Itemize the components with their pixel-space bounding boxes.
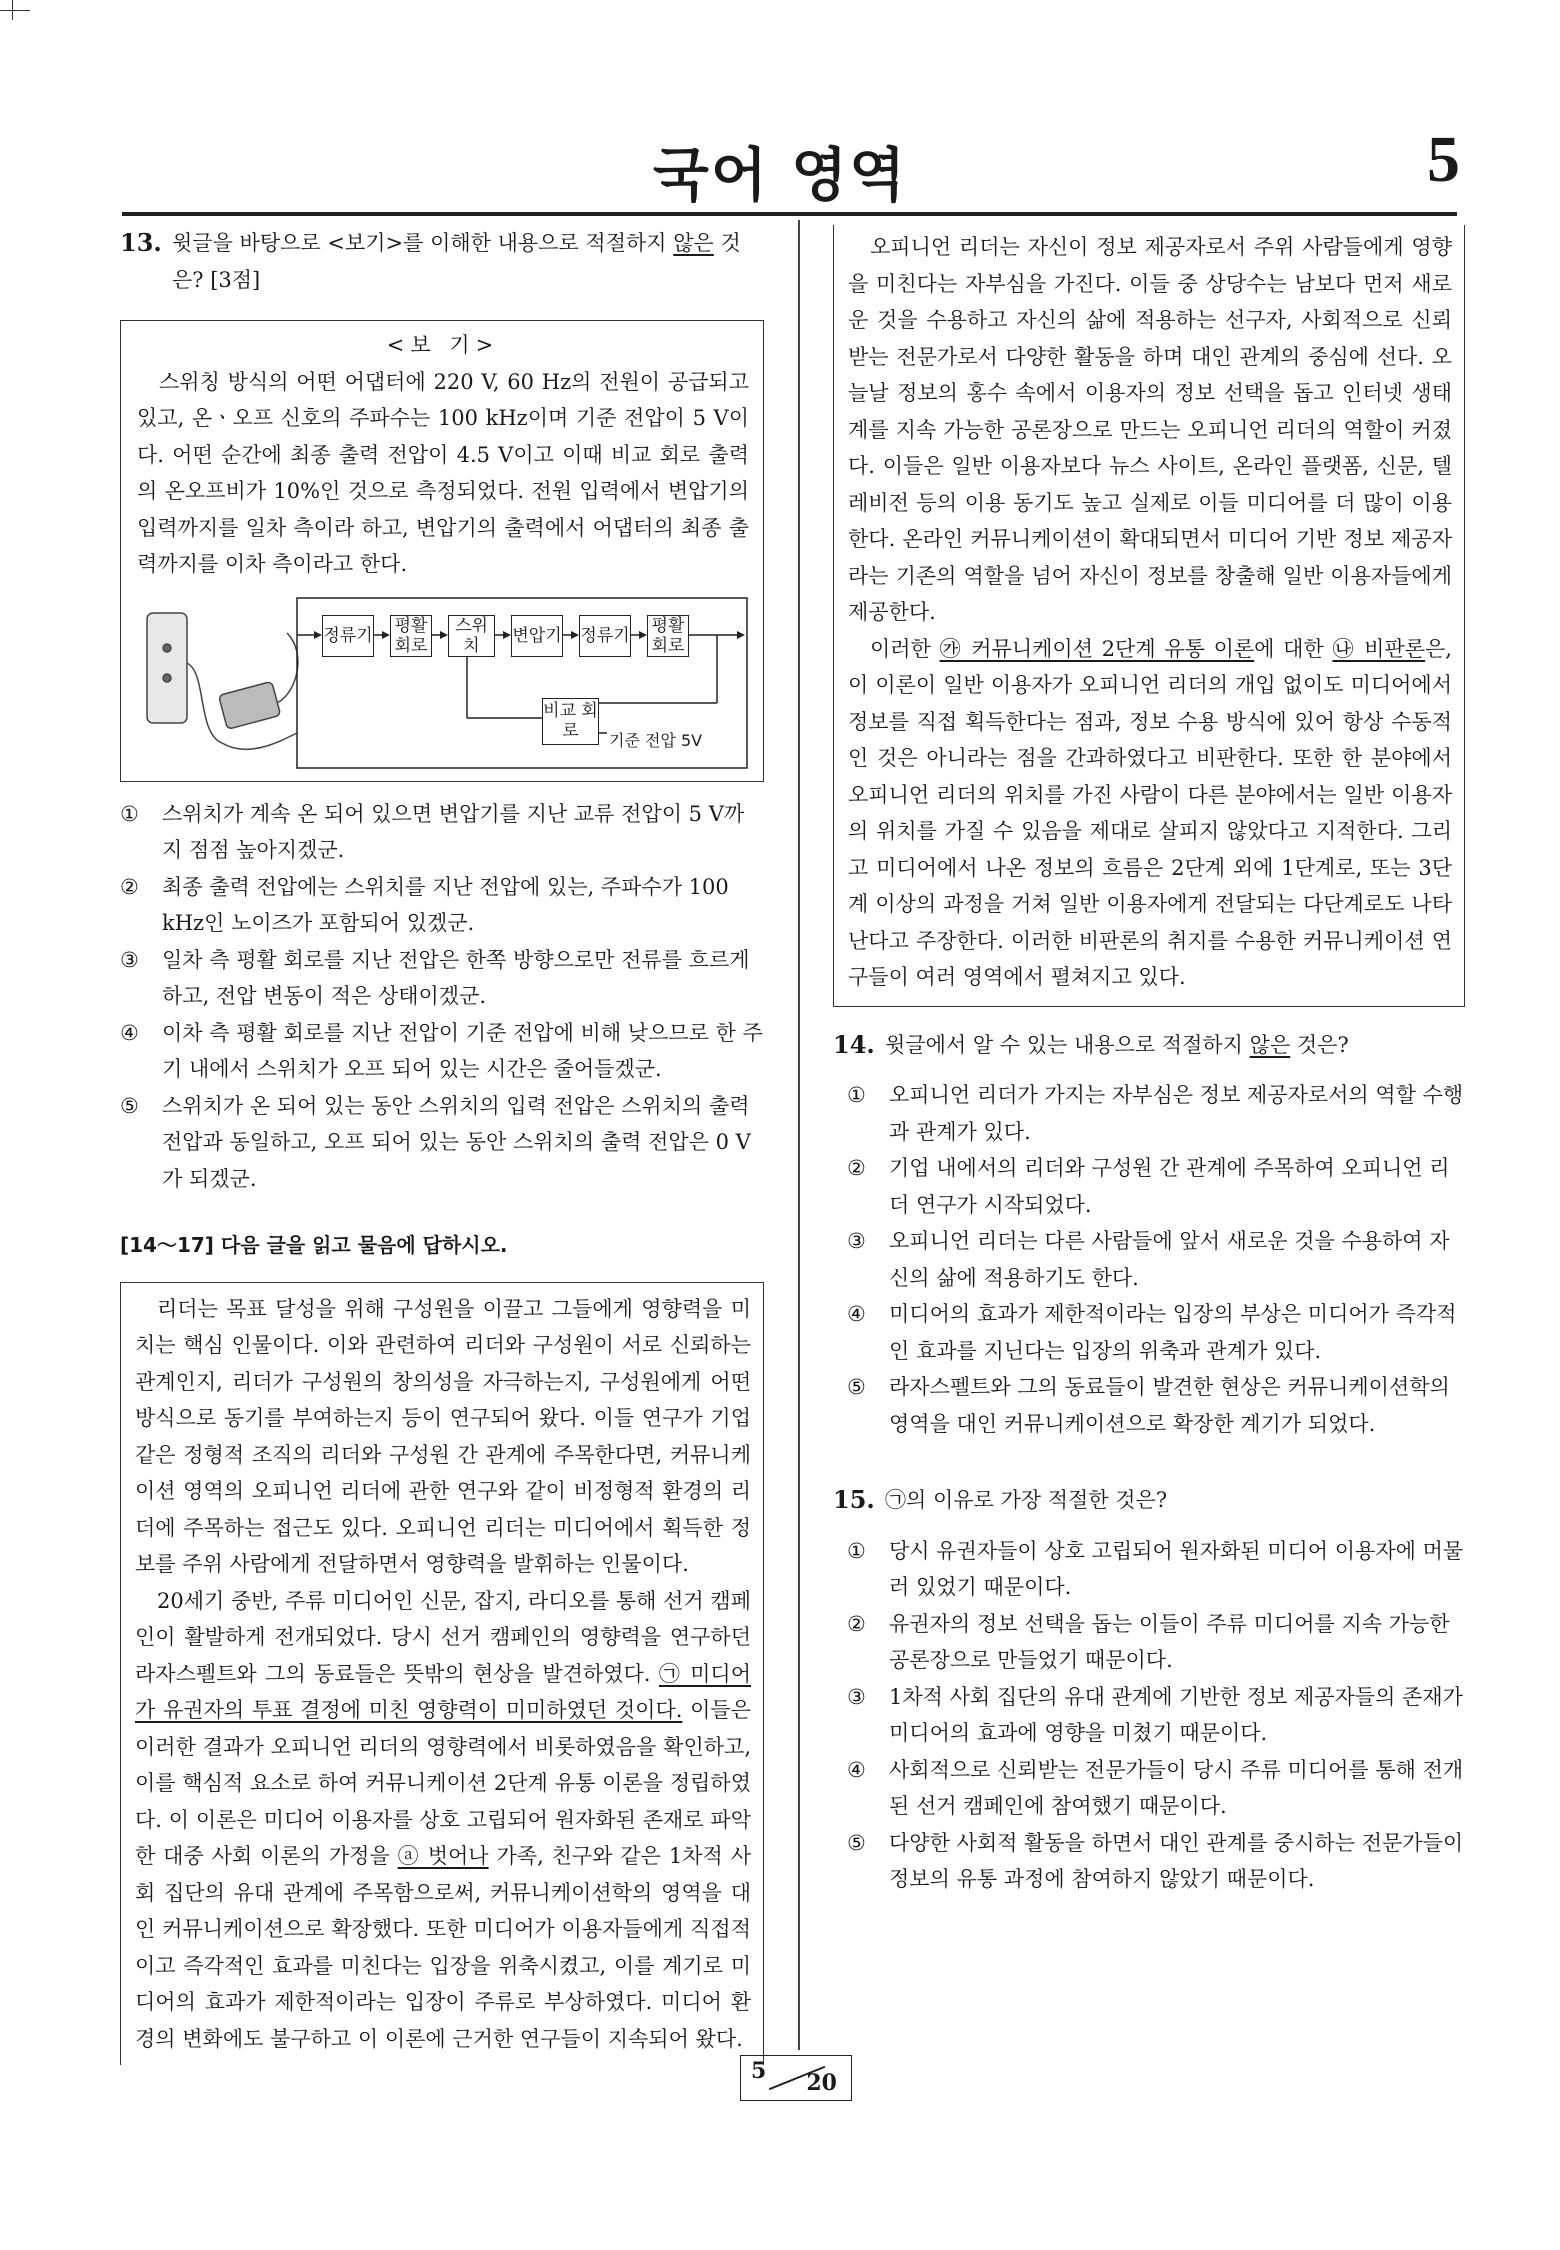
q14-choices — [833, 1077, 1465, 1442]
header-title: 국어 영역 — [652, 141, 908, 209]
block-smoothing-2: 평활 회로 — [647, 615, 689, 657]
q14-choice-4[interactable]: ④ 미디어의 효과가 제한적이라는 입장의 부상은 미디어가 즉각적인 효과를 지닌다는 입장의 위축과 관계가 있다. — [847, 1302, 1457, 1363]
passage-p4: 이러한 ㉮ 커뮤니케이션 2단계 유통 이론에 대한 ㉯ 비판론은, 이 이론이 일반 이용자가 오피니언 리더의 개입 없이도 미디어에서 정보를 직접 획득한다는 점과, 정보 수용 방식에 있어 항상 수동적인 것은 아니라는 점을 간과하였다고 비판한다. 또한 한 분야에서 오피니언 리더의 위치를 가진 사람이 다른 분야에서는 일반 이용자의 위치를 가질 수 있음을 제대로 살피지 않았다고 지적한다. 그리고 미디어에서 나온 정보의 흐름은 2단계 외에 1단계로, 또는 3단계 이상의 과정을 거쳐 일반 이용자에게 전달되는 다단계로도 나타난다고 주장한다. 이러한 비판론의 취지를 수용한 커뮤니케이션 연구들이 여러 영역에서 펼쳐지고 있다. — [848, 636, 1452, 989]
q13-number: 13. — [120, 228, 162, 257]
q13-prompt-text: 윗글을 바탕으로 <보기>를 이해한 내용으로 적절하지 않은 것은? [3점] — [172, 231, 741, 292]
q13-choices — [120, 796, 764, 1198]
q15-choice-4[interactable]: ④ 사회적으로 신뢰받는 전문가들이 당시 주류 미디어를 통해 전개된 선거 캠페인에 참여했기 때문이다. — [847, 1757, 1464, 1818]
page-header — [0, 0, 1560, 220]
passage-box-left — [120, 1282, 764, 2066]
q15-choices — [833, 1533, 1465, 1898]
left-column — [120, 225, 764, 2065]
block-smoothing-1: 평활 회로 — [390, 615, 432, 657]
block-transformer: 변압기 — [511, 615, 563, 657]
q15-choice-1[interactable]: ① 당시 유권자들이 상호 고립되어 원자화된 미디어 이용자에 머물러 있었기 때문이다. — [847, 1538, 1464, 1599]
block-rectifier-2: 정류기 — [579, 615, 631, 657]
q15-choice-2[interactable]: ② 유권자의 정보 선택을 돕는 이들이 주류 미디어를 지속 가능한 공론장으로 만들었기 때문이다. — [847, 1611, 1450, 1672]
q13-choice-4[interactable]: ④ 이차 측 평활 회로를 지난 전압이 기준 전압에 비해 낮으므로 한 주기 내에서 스위치가 오프 되어 있는 시간은 줄어들겠군. — [120, 1020, 763, 1081]
adapter-diagram — [137, 593, 749, 773]
passage-p1: 리더는 목표 달성을 위해 구성원을 이끌고 그들에게 영향력을 미치는 핵심 인물이다. 이와 관련하여 리더와 구성원이 서로 신뢰하는 관계인지, 리더가 구성원의 창의성을 자극하는지, 구성원에게 어떤 방식으로 동기를 부여하는지 등이 연구되어 왔다. 이들 연구가 기업 같은 정형적 조직의 리더와 구성원 간 관계에 주목한다면, 커뮤니케이션 영역의 오피니언 리더에 관한 연구와 같이 비정형적 환경의 리더에 주목하는 접근도 있다. 오피니언 리더는 미디어에서 획득한 정보를 주위 사람에게 전달하면서 영향력을 발휘하는 인물이다. — [135, 1296, 751, 1576]
bogi-text: 스위칭 방식의 어떤 어댑터에 220 V, 60 Hz의 전원이 공급되고 있고, 온ㆍ오프 신호의 주파수는 100 kHz이며 기준 전압이 5 V이다. 어떤 순간에 최종 출력 전압이 4.5 V이고 이때 비교 회로 출력의 온오프비가 10%인 것으로 측정되었다. 전원 입력에서 변압기의 입력까지를 일차 측이라 하고, 변압기의 출력에서 어댑터의 최종 출력까지를 이차 측이라고 한다. — [137, 369, 749, 576]
footer-total: 20 — [806, 2070, 837, 2096]
footer-page: 5 — [751, 2058, 767, 2084]
underline-a: ⓐ 벗어나 — [397, 1844, 489, 1868]
block-compare: 비교 회로 — [542, 698, 599, 745]
underline-ga: ㉮ 커뮤니케이션 2단계 유통 이론 — [939, 636, 1255, 661]
bogi-title: <보 기> — [386, 333, 500, 357]
q14-choice-5[interactable]: ⑤ 라자스펠트와 그의 동료들이 발견한 현상은 커뮤니케이션학의 영역을 대인 커뮤니케이션으로 확장한 계기가 되었다. — [847, 1375, 1450, 1436]
q15-choice-3[interactable]: ③ 1차적 사회 집단의 유대 관계에 기반한 정보 제공자들의 존재가 미디어의 효과에 영향을 미쳤기 때문이다. — [847, 1684, 1463, 1745]
column-divider — [798, 220, 800, 2050]
page-footer — [740, 2055, 852, 2101]
q13-choice-3[interactable]: ③ 일차 측 평활 회로를 지난 전압은 한쪽 방향으로만 전류를 흐르게 하고, 전압 변동이 적은 상태이겠군. — [120, 947, 750, 1008]
q14-choice-1[interactable]: ① 오피니언 리더가 가지는 자부심은 정보 제공자로서의 역할 수행과 관계가 있다. — [847, 1083, 1464, 1144]
page-number: 5 — [1427, 123, 1460, 196]
q13-choice-5[interactable]: ⑤ 스위치가 온 되어 있는 동안 스위치의 입력 전압은 스위치의 출력 전압과 동일하고, 오프 되어 있는 동안 스위치의 출력 전압은 0 V가 되겠군. — [120, 1093, 751, 1191]
q15-prompt — [833, 1482, 1465, 1519]
right-column — [833, 225, 1465, 1898]
reference-voltage-label: 기준 전압 5V — [609, 730, 703, 750]
q15-prompt-text: ㉠의 이유로 가장 적절한 것은? — [885, 1488, 1168, 1512]
header-rule — [122, 212, 1457, 216]
q14-prompt-text: 윗글에서 알 수 있는 내용으로 적절하지 않은 것은? — [885, 1032, 1349, 1057]
q13-choice-2[interactable]: ② 최종 출력 전압에는 스위치를 지난 전압에 있는, 주파수가 100 kHz인 노이즈가 포함되어 있겠군. — [120, 874, 729, 935]
q14-choice-3[interactable]: ③ 오피니언 리더는 다른 사람들에 앞서 새로운 것을 수용하여 자신의 삶에 적용하기도 한다. — [847, 1229, 1450, 1290]
q13-choice-1[interactable]: ① 스위치가 계속 온 되어 있으면 변압기를 지난 교류 전압이 5 V까지 점점 높아지겠군. — [120, 801, 745, 862]
underline-giyeok: ㉠ 미디어가 유권자의 투표 결정에 미친 영향력이 미미하였던 것이다. — [135, 1661, 751, 1722]
plug-adapter-icon — [147, 613, 298, 749]
q15-choice-5[interactable]: ⑤ 다양한 사회적 활동을 하면서 대인 관계를 중시하는 전문가들이 정보의 유통 과정에 참여하지 않았기 때문이다. — [847, 1830, 1464, 1891]
block-switch: 스위치 — [448, 615, 495, 657]
passage-p3: 오피니언 리더는 자신이 정보 제공자로서 주위 사람들에게 영향을 미친다는 자부심을 가진다. 이들 중 상당수는 남보다 먼저 새로운 것을 수용하고 자신의 삶에 적용하는 선구자, 사회적으로 신뢰받는 전문가로서 다양한 활동을 하며 대인 관계의 중심에 선다. 오늘날 정보의 홍수 속에서 이용자의 정보 선택을 돕고 인터넷 생태계를 지속 가능한 공론장으로 만드는 오피니언 리더의 역할이 커졌다. 이들은 일반 이용자보다 뉴스 사이트, 온라인 플랫폼, 신문, 텔레비전 등의 이용 동기도 높고 실제로 이들 미디어를 더 많이 이용한다. 온라인 커뮤니케이션이 확대되면서 미디어 기반 정보 제공자라는 기존의 역할을 넘어 자신이 정보를 창출해 일반 이용자들에게 제공한다. — [848, 235, 1452, 624]
q14-choice-2[interactable]: ② 기업 내에서의 리더와 구성원 간 관계에 주목하여 오피니언 리더 연구가 시작되었다. — [847, 1156, 1450, 1217]
passage-p2: 20세기 중반, 주류 미디어인 신문, 잡지, 라디오를 통해 선거 캠페인이 활발하게 전개되었다. 당시 선거 캠페인의 영향력을 연구하던 라자스펠트와 그의 동료들은 뜻밖의 현상을 발견하였다. ㉠ 미디어가 유권자의 투표 결정에 미친 영향력이 미미하였던 것이다. 이들은 이러한 결과가 오피니언 리더의 영향력에서 비롯하였음을 확인하고, 이를 핵심적 요소로 하여 커뮤니케이션 2단계 유통 이론을 정립하였다. 이 이론은 미디어 이용자를 상호 고립되어 원자화된 존재로 파악한 대중 사회 이론의 가정을 ⓐ 벗어나 가족, 친구와 같은 1차적 사회 집단의 유대 관계에 주목함으로써, 커뮤니케이션학의 영역을 대인 커뮤니케이션으로 확장했다. 또한 미디어가 이용자들에게 직접적이고 즉각적인 효과를 미친다는 입장을 위축시켰고, 이를 계기로 미디어의 효과가 제한적이라는 입장이 주류로 부상하였다. 미디어 환경의 변화에도 불구하고 이 이론에 근거한 연구들이 지속되어 왔다. — [135, 1588, 751, 2051]
passage-box-right — [833, 225, 1465, 1007]
bogi-box — [120, 320, 764, 782]
q15-number: 15. — [833, 1485, 875, 1514]
q14-number: 14. — [833, 1029, 875, 1059]
underline-na: ㉯ 비판론 — [1332, 636, 1426, 661]
q13-prompt — [120, 225, 764, 298]
block-rectifier-1: 정류기 — [322, 615, 374, 657]
q14-prompt — [833, 1027, 1465, 1064]
section-header: [14～17] 다음 글을 읽고 물음에 답하시오. — [120, 1233, 508, 1257]
